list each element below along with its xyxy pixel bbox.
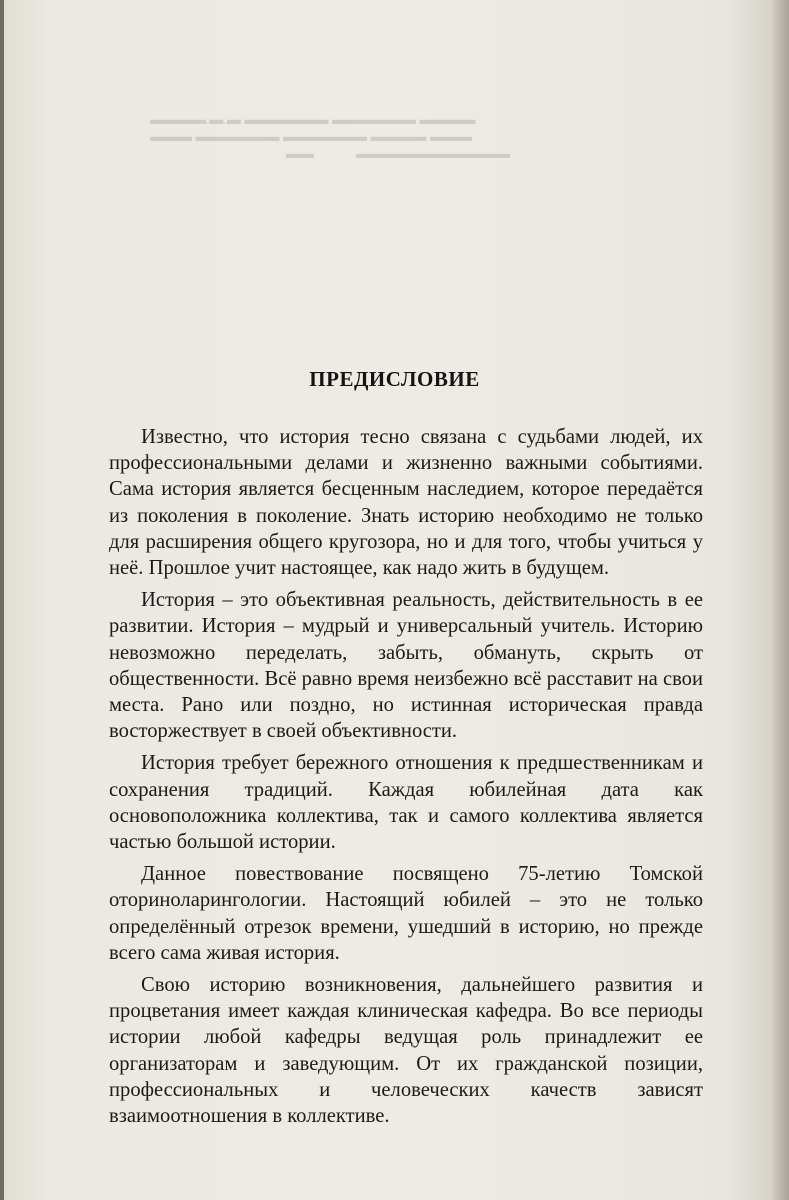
paragraph: История – это объективная реальность, действительность в ее развитии. История – мудрый и универсальный учитель. Историю невозможно переделать, забыть, обмануть, скрыть от общественности. Всё равно время неизбежно всё расставит на свои места. Рано или поздно, но истинная историческая правда восторжествует в своей объективности. [109, 589, 703, 743]
show-through-text: ▬▬▬▬ ▬▬▬▬▬▬ ▬▬▬▬▬▬ ▬.▬.▬▬▬▬ ▬▬▬ ▬▬▬▬ ▬▬▬▬▬▬ ▬▬▬▬▬▬ ▬▬▬ ▬▬▬▬▬▬▬▬▬▬▬ ▬▬ [150, 113, 510, 162]
page-left-edge [0, 0, 4, 1200]
page-right-edge [771, 0, 789, 1200]
paragraph: Данное повествование посвящено 75-летию Томской оториноларингологии. Настоящий юбилей – это не только определённый отрезок времени, ушедший в историю, но прежде всего сама живая история. [109, 863, 703, 964]
paragraph: Известно, что история тесно связана с судьбами людей, их профессиональными делами и жизненно важными событиями. Сама история является бесценным наследием, которое передаётся из поколения в поколение. Знать историю необходимо не только для расширения общего кругозора, но и для того, чтобы учиться у неё. Прошлое учит настоящее, как надо жить в будущем. [109, 426, 703, 580]
paragraph: Свою историю возникновения, дальнейшего развития и процветания имеет каждая клиническая кафедра. Во все периоды истории любой кафедры ведущая роль принадлежит ее организаторам и заведующим. От их гражданской позиции, профессиональных и человеческих качеств зависят взаимоотношения в коллективе. [109, 974, 703, 1128]
preface-body [109, 424, 703, 1135]
page-title: ПРЕДИСЛОВИЕ [309, 367, 480, 391]
paragraph: История требует бережного отношения к предшественникам и сохранения традиций. Каждая юбилейная дата как основоположника коллектива, так и самого коллектива является частью большой истории. [109, 752, 703, 854]
